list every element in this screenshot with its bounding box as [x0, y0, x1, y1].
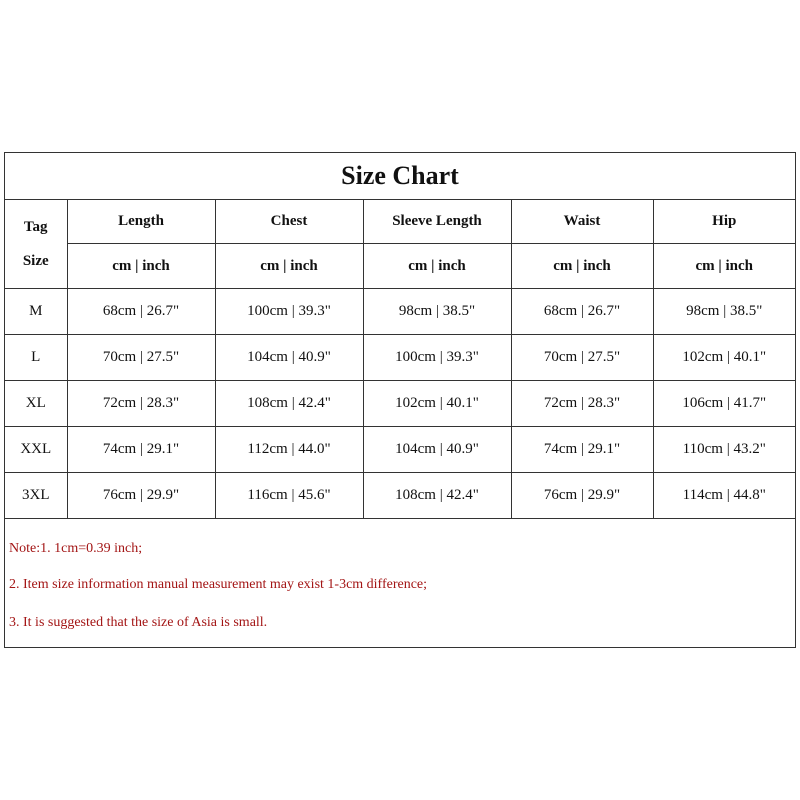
waist-cell: 72cm | 28.3"	[511, 381, 653, 427]
hip-cell: 110cm | 43.2"	[653, 427, 795, 473]
table-row	[5, 381, 795, 427]
size-cell: XL	[5, 381, 67, 427]
note-1: Note:1. 1cm=0.39 inch;	[9, 541, 143, 556]
note-2: 2. Item size information manual measurement may exist 1-3cm difference;	[9, 577, 428, 592]
hip-cell: 98cm | 38.5"	[653, 289, 795, 335]
chart-title: Size Chart	[5, 153, 795, 200]
unit-label: cm | inch	[215, 244, 363, 289]
column-header-length: Length	[67, 199, 215, 244]
length-cell: 72cm | 28.3"	[67, 381, 215, 427]
column-header-waist: Waist	[511, 199, 653, 244]
tag-size-header	[5, 199, 67, 289]
chest-cell: 108cm | 42.4"	[215, 381, 363, 427]
table-row	[5, 427, 795, 473]
size-cell: 3XL	[5, 473, 67, 519]
hip-cell: 114cm | 44.8"	[653, 473, 795, 519]
size-cell: L	[5, 335, 67, 381]
size-table	[5, 199, 795, 519]
chest-cell: 112cm | 44.0"	[215, 427, 363, 473]
sleeve-cell: 108cm | 42.4"	[363, 473, 511, 519]
tag-size-line2: Size	[22, 252, 49, 269]
size-cell: XXL	[5, 427, 67, 473]
tag-size-line1: Tag	[23, 218, 48, 235]
size-chart-frame	[4, 152, 796, 648]
chest-cell: 104cm | 40.9"	[215, 335, 363, 381]
unit-label: cm | inch	[653, 244, 795, 289]
sleeve-cell: 98cm | 38.5"	[363, 289, 511, 335]
sleeve-cell: 104cm | 40.9"	[363, 427, 511, 473]
length-cell: 74cm | 29.1"	[67, 427, 215, 473]
column-header-sleeve-length: Sleeve Length	[363, 199, 511, 244]
chest-cell: 116cm | 45.6"	[215, 473, 363, 519]
column-header-hip: Hip	[653, 199, 795, 244]
table-row	[5, 289, 795, 335]
waist-cell: 74cm | 29.1"	[511, 427, 653, 473]
waist-cell: 70cm | 27.5"	[511, 335, 653, 381]
chest-cell: 100cm | 39.3"	[215, 289, 363, 335]
waist-cell: 76cm | 29.9"	[511, 473, 653, 519]
length-cell: 68cm | 26.7"	[67, 289, 215, 335]
waist-cell: 68cm | 26.7"	[511, 289, 653, 335]
hip-cell: 106cm | 41.7"	[653, 381, 795, 427]
table-row	[5, 335, 795, 381]
table-header-row	[5, 199, 795, 244]
table-unit-row	[5, 244, 795, 289]
sleeve-cell: 100cm | 39.3"	[363, 335, 511, 381]
length-cell: 70cm | 27.5"	[67, 335, 215, 381]
table-row	[5, 473, 795, 519]
sleeve-cell: 102cm | 40.1"	[363, 381, 511, 427]
column-header-chest: Chest	[215, 199, 363, 244]
unit-label: cm | inch	[511, 244, 653, 289]
note-3: 3. It is suggested that the size of Asia is small.	[9, 615, 268, 630]
hip-cell: 102cm | 40.1"	[653, 335, 795, 381]
length-cell: 76cm | 29.9"	[67, 473, 215, 519]
unit-label: cm | inch	[363, 244, 511, 289]
size-cell: M	[5, 289, 67, 335]
unit-label: cm | inch	[67, 244, 215, 289]
